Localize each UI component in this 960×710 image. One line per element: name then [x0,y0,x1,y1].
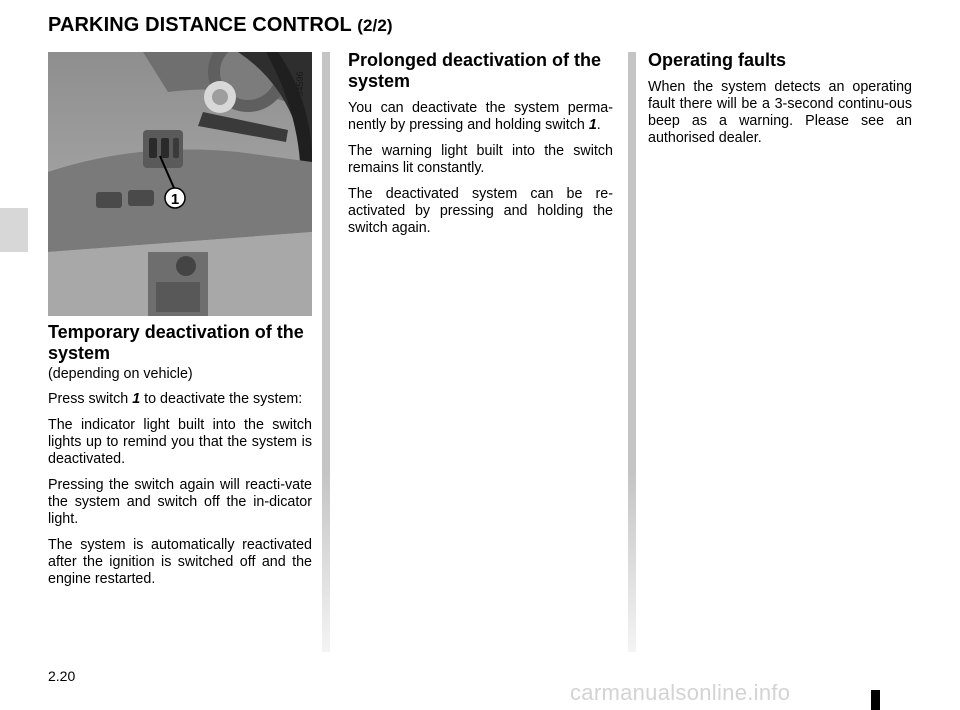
paragraph: Press switch 1 to deactivate the system: [48,391,303,407]
column-prolonged-deactivation [348,50,613,246]
paragraph: The system is automatically reactivated after the ignition is switched off and the engine restarted. [48,537,312,587]
column-divider [628,52,636,652]
section-heading: Prolonged deactivation of the system [348,50,602,91]
paragraph: Pressing the switch again will reacti-vate the system and switch off the in-dicator light. [48,477,312,527]
switch-ref: 1 [588,117,597,133]
column-divider [322,52,330,652]
end-of-section-mark [871,690,880,710]
paragraph: You can deactivate the system perma-nently by pressing and holding switch 1. [348,100,613,133]
photo-ref-code: 34596 [295,71,305,97]
page-number: 2.20 [48,668,76,684]
dashboard-photo [48,52,312,316]
page-title-text: PARKING DISTANCE CONTROL [48,14,352,36]
switch-ref: 1 [132,391,141,407]
chapter-tab [0,208,28,252]
paragraph: The indicator light built into the switch lights up to remind you that the system is deactivated. [48,417,312,467]
page-title [48,14,393,37]
section-heading: Operating faults [648,50,787,70]
section-subheading: (depending on vehicle) [48,366,193,382]
page-part-indicator: (2/2) [357,16,393,35]
column-temporary-deactivation [48,322,312,597]
callout-label: 1 [170,191,180,208]
dashboard-illustration [48,52,312,316]
section-heading: Temporary deactivation of the system [48,322,304,363]
paragraph: The deactivated system can be re-activated by pressing and holding the switch again. [348,186,613,236]
paragraph: The warning light built into the switch remains lit constantly. [348,143,613,176]
column-operating-faults [648,50,912,156]
watermark-text: carmanualsonline.info [570,680,791,705]
paragraph: When the system detects an operating fault there will be a 3-second continu-ous beep as a warning. Please see an authorised dealer. [648,79,912,146]
